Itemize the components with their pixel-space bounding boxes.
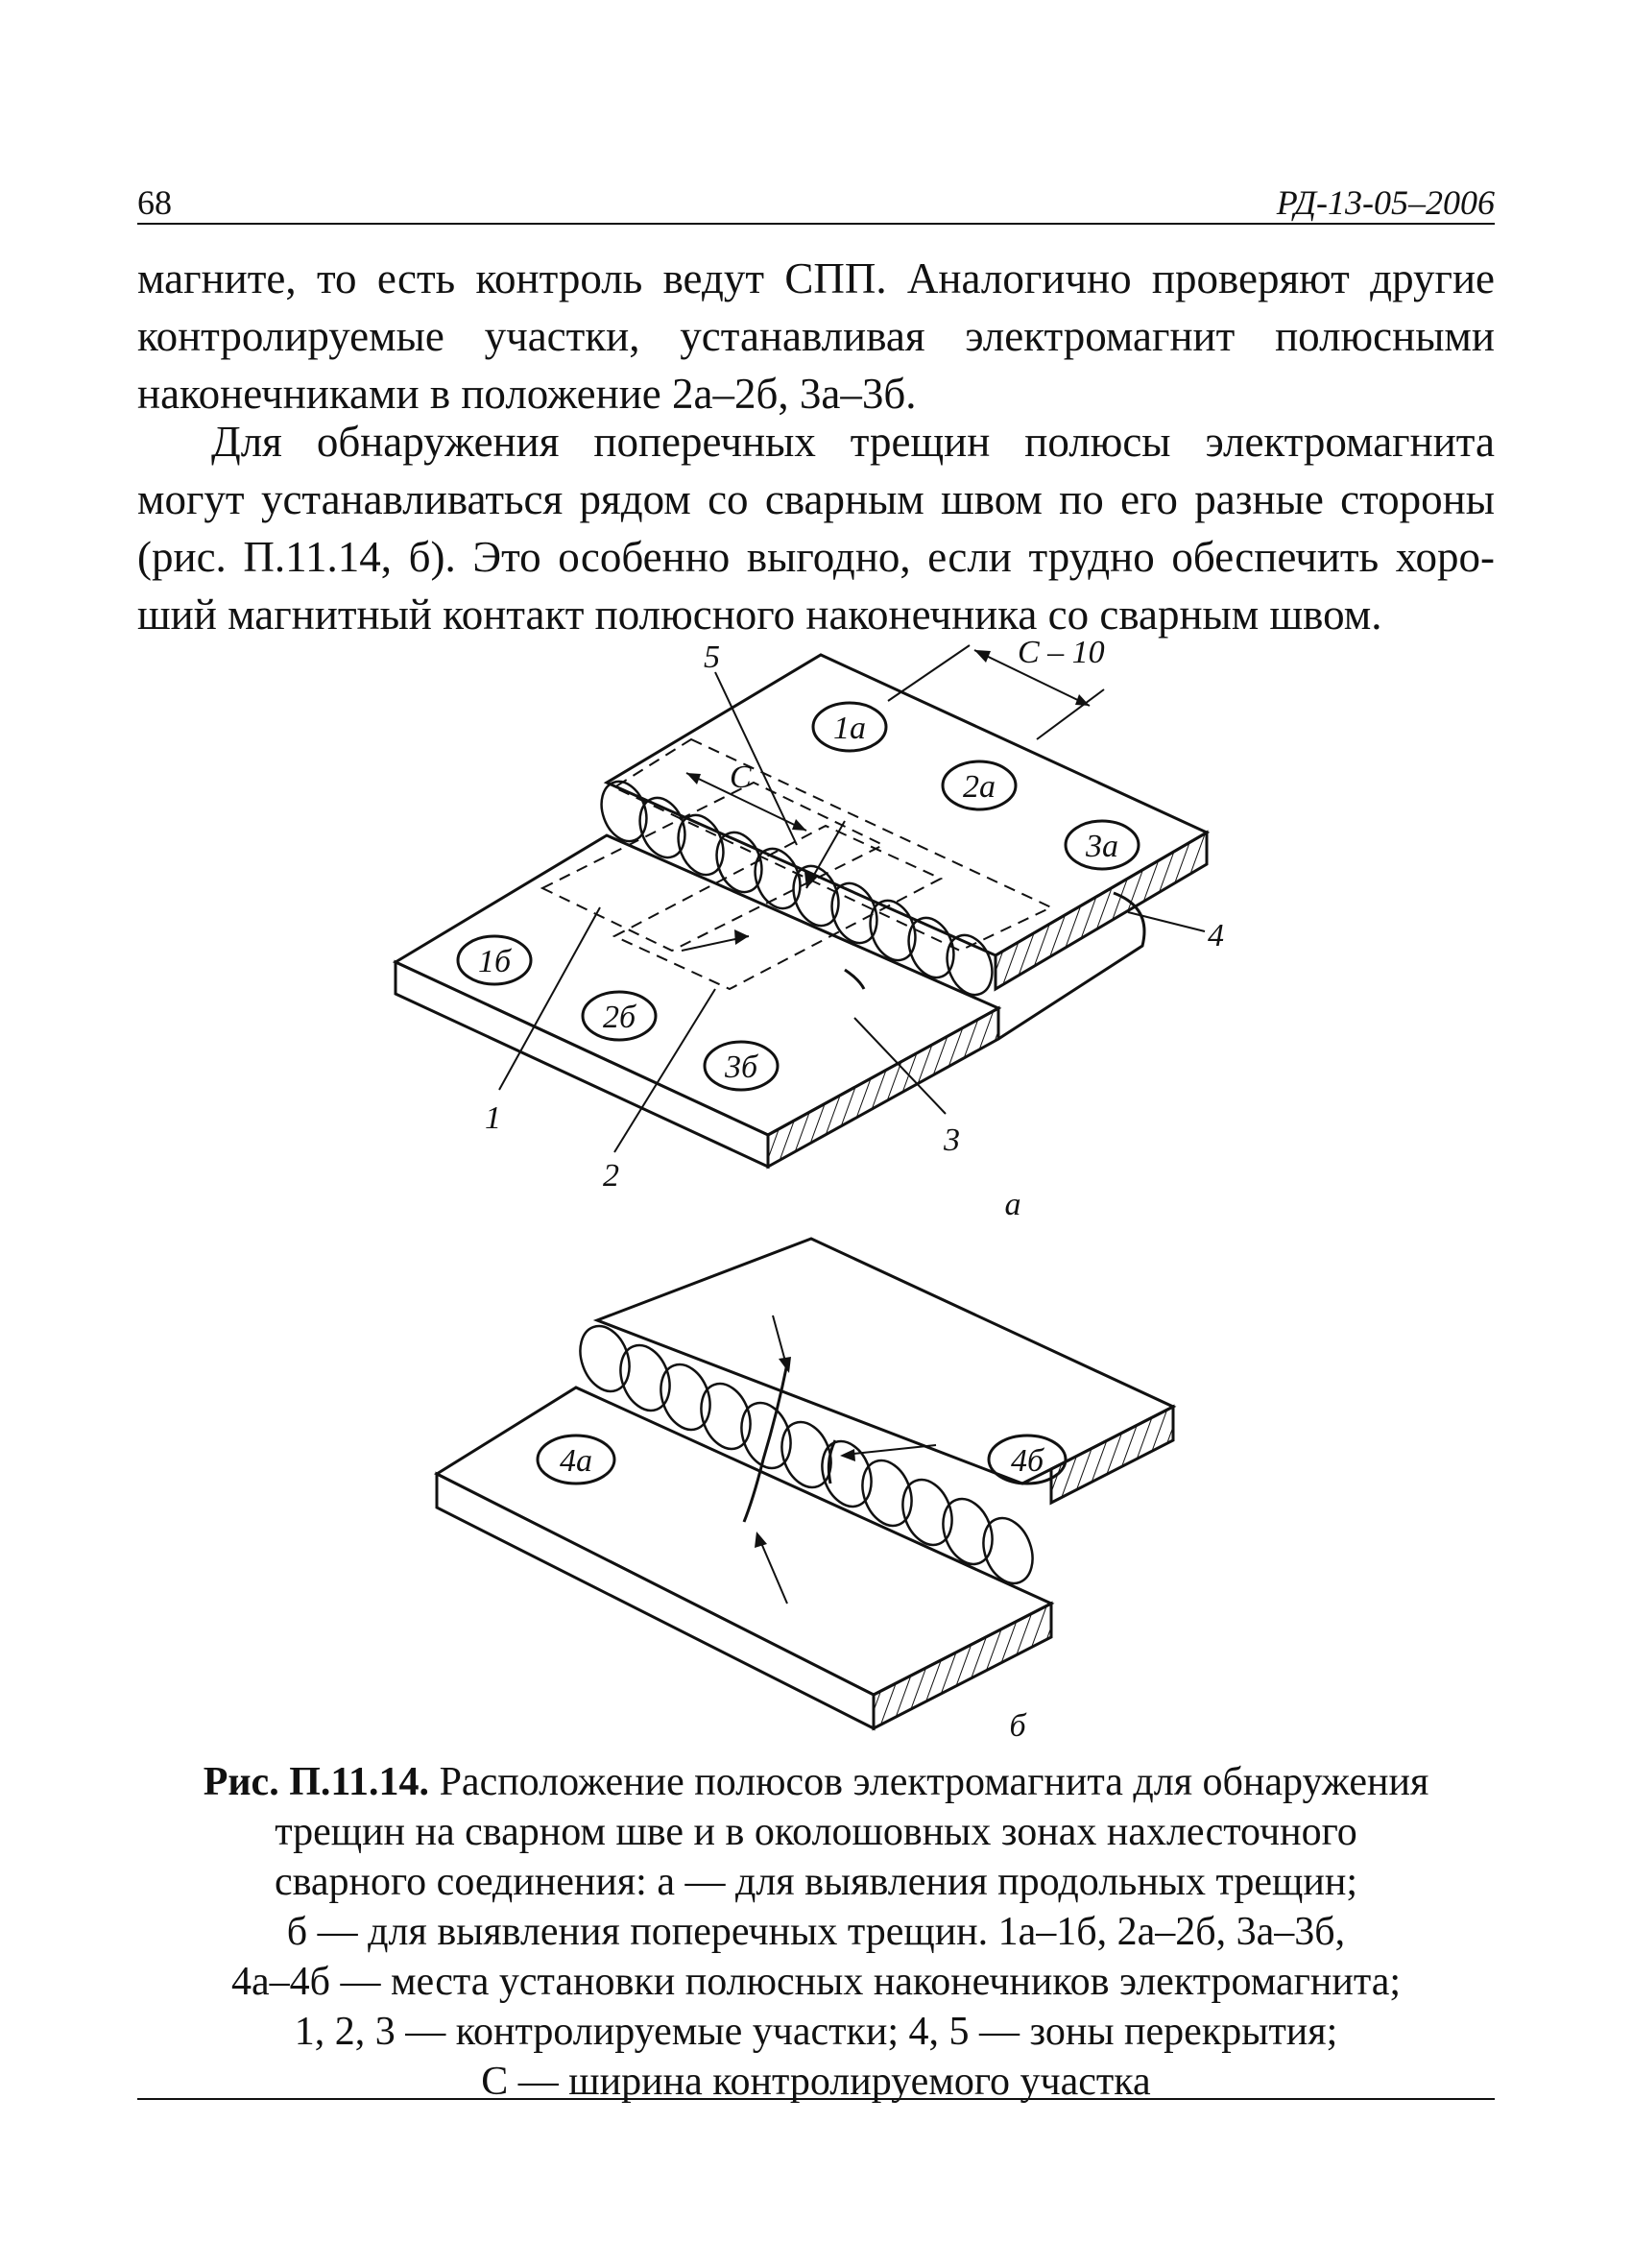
pole-label-1a: 1а: [833, 711, 866, 746]
callout-1: 1: [485, 1100, 501, 1136]
caption-line: 4а–4б — места установки полюсных наконечников электромагнита;: [230, 1960, 1402, 2004]
figure-weld-diagram: [0, 624, 1632, 1748]
callout-3: 3: [944, 1122, 960, 1158]
footer-rule: [137, 2098, 1495, 2100]
callout-4: 4: [1208, 918, 1224, 953]
caption-line: сварного соединения: а — для выявления продольных трещин;: [274, 1860, 1358, 1904]
caption-line: б — для выявления поперечных трещин. 1а–1б, 2а–2б, 3а–3б,: [286, 1910, 1346, 1954]
paragraph-line: Для обнаружения поперечных трещин полюсы электромагнита: [211, 418, 1495, 466]
paragraph-line: наконечниками в положение 2а–2б, 3а–3б.: [137, 370, 917, 418]
dimension-label-c-10: С – 10: [1018, 635, 1105, 670]
paragraph-line: контролируемые участки, устанавливая электромагнит полюсными: [137, 312, 1495, 360]
caption-line: С — ширина контролируемого участка: [481, 2060, 1151, 2104]
pole-label-4a: 4а: [560, 1443, 592, 1479]
pole-label-1b: 1б: [477, 944, 512, 979]
caption-line: 1, 2, 3 — контролируемые участки; 4, 5 — зоны перекрытия;: [294, 2010, 1338, 2054]
pole-label-2a: 2а: [963, 769, 996, 805]
caption-line: [137, 1757, 1495, 1807]
header-rule: [137, 223, 1495, 225]
paragraph-1: [137, 250, 1495, 422]
document-code: РД-13-05–2006: [1276, 183, 1495, 222]
callout-5: 5: [704, 639, 720, 675]
pole-label-4b: 4б: [1010, 1443, 1044, 1479]
caption-line: трещин на сварном шве и в околошовных зонах нахлесточного: [275, 1810, 1357, 1854]
figure-a-sublabel: а: [1004, 1187, 1021, 1222]
figure-a: [396, 645, 1207, 1167]
dimension-label-c: С: [730, 760, 752, 795]
caption-prefix: Рис. П.11.14.: [203, 1760, 430, 1804]
pole-label-3b: 3б: [724, 1050, 758, 1085]
pole-label-3a: 3а: [1086, 829, 1118, 864]
figure-b: [437, 1239, 1173, 1728]
page-number: 68: [137, 183, 172, 222]
paragraph-line: магните, то есть контроль ведут СПП. Аналогично проверяют другие: [137, 254, 1495, 302]
caption-text: Расположение полюсов электромагнита для обнаружения: [439, 1760, 1429, 1804]
figure-b-sublabel: б: [1009, 1708, 1026, 1744]
figure-caption: [137, 1757, 1495, 2107]
paragraph-line: могут устанавливаться рядом со сварным швом по его разные стороны: [137, 475, 1495, 523]
paragraph-2: [137, 413, 1495, 643]
paragraph-line: ший магнитный контакт полюсного наконечника со сварным швом.: [137, 591, 1382, 639]
pole-label-2b: 2б: [602, 1000, 636, 1035]
paragraph-line: (рис. П.11.14, б). Это особенно выгодно, если трудно обеспечить хоро-: [137, 533, 1495, 581]
callout-2: 2: [603, 1158, 619, 1194]
